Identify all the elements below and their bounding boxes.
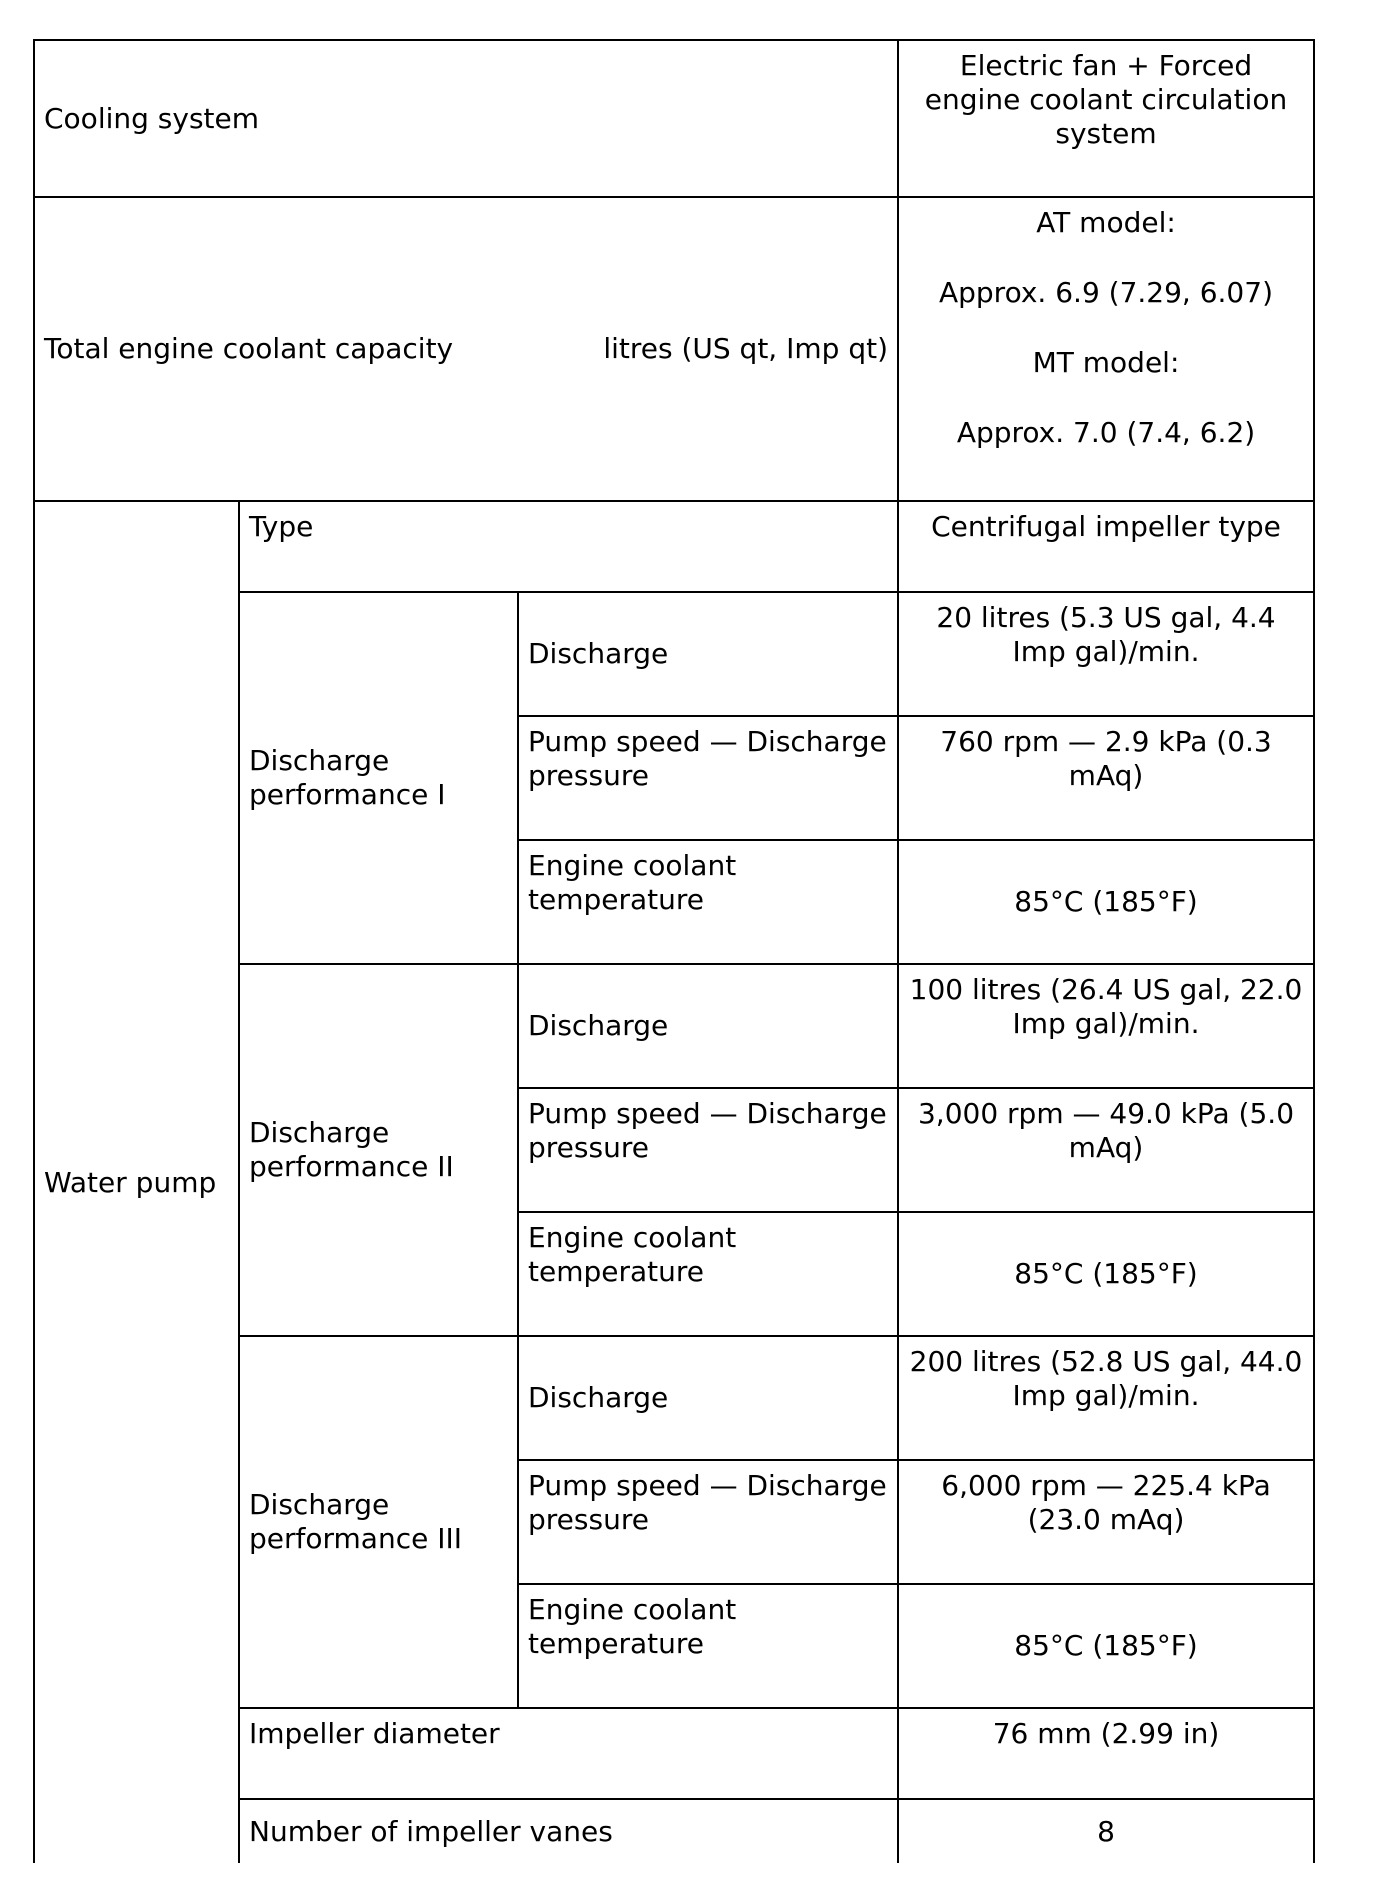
impeller-diameter-value: 76 mm (2.99 in) bbox=[898, 1708, 1314, 1799]
impeller-diameter-label: Impeller diameter bbox=[239, 1708, 898, 1799]
pump-type-value: Centrifugal impeller type bbox=[898, 501, 1314, 592]
perf2-discharge-label: Discharge bbox=[518, 964, 898, 1088]
perf3-label: Discharge performance III bbox=[239, 1336, 518, 1708]
perf3-temp-label: Engine coolant temperature bbox=[518, 1584, 898, 1708]
table-row-coolant-capacity bbox=[34, 197, 1314, 501]
at-model-value: Approx. 6.9 (7.29, 6.07) bbox=[938, 276, 1273, 309]
perf1-discharge-label: Discharge bbox=[518, 592, 898, 716]
cooling-system-label: Cooling system bbox=[34, 40, 898, 197]
perf2-discharge-value: 100 litres (26.4 US gal, 22.0 Imp gal)/min. bbox=[898, 964, 1314, 1088]
perf1-temp-label: Engine coolant temperature bbox=[518, 840, 898, 964]
mt-model-label: MT model: bbox=[1032, 346, 1180, 379]
perf3-discharge-label: Discharge bbox=[518, 1336, 898, 1460]
perf3-speed-value: 6,000 rpm — 225.4 kPa (23.0 mAq) bbox=[898, 1460, 1314, 1584]
perf3-temp-value: 85°C (185°F) bbox=[898, 1584, 1314, 1708]
perf3-speed-label: Pump speed — Discharge pressure bbox=[518, 1460, 898, 1584]
perf2-speed-label: Pump speed — Discharge pressure bbox=[518, 1088, 898, 1212]
water-pump-label: Water pump bbox=[34, 501, 239, 1863]
coolant-capacity-unit: litres (US qt, Imp qt) bbox=[603, 332, 888, 365]
coolant-capacity-label: Total engine coolant capacity bbox=[44, 332, 454, 365]
coolant-capacity-values bbox=[898, 197, 1314, 501]
perf3-discharge-value: 200 litres (52.8 US gal, 44.0 Imp gal)/min. bbox=[898, 1336, 1314, 1460]
impeller-vanes-value: 8 bbox=[898, 1799, 1314, 1863]
perf1-speed-value: 760 rpm — 2.9 kPa (0.3 mAq) bbox=[898, 716, 1314, 840]
perf2-label: Discharge performance II bbox=[239, 964, 518, 1336]
perf1-label: Discharge performance I bbox=[239, 592, 518, 964]
mt-model-value: Approx. 7.0 (7.4, 6.2) bbox=[956, 416, 1256, 449]
perf2-speed-value: 3,000 rpm — 49.0 kPa (5.0 mAq) bbox=[898, 1088, 1314, 1212]
pump-type-label: Type bbox=[239, 501, 898, 592]
perf1-speed-label: Pump speed — Discharge pressure bbox=[518, 716, 898, 840]
cooling-spec-table bbox=[33, 39, 1315, 1863]
perf1-discharge-value: 20 litres (5.3 US gal, 4.4 Imp gal)/min. bbox=[898, 592, 1314, 716]
at-model-label: AT model: bbox=[1036, 206, 1176, 239]
table-row-pump-type bbox=[34, 501, 1314, 592]
perf1-temp-value: 85°C (185°F) bbox=[898, 840, 1314, 964]
perf2-temp-label: Engine coolant temperature bbox=[518, 1212, 898, 1336]
cooling-system-value: Electric fan + Forced engine coolant circulation system bbox=[898, 40, 1314, 197]
coolant-capacity-cell bbox=[34, 197, 898, 501]
table-row-cooling-system bbox=[34, 40, 1314, 197]
impeller-vanes-label: Number of impeller vanes bbox=[239, 1799, 898, 1863]
perf2-temp-value: 85°C (185°F) bbox=[898, 1212, 1314, 1336]
